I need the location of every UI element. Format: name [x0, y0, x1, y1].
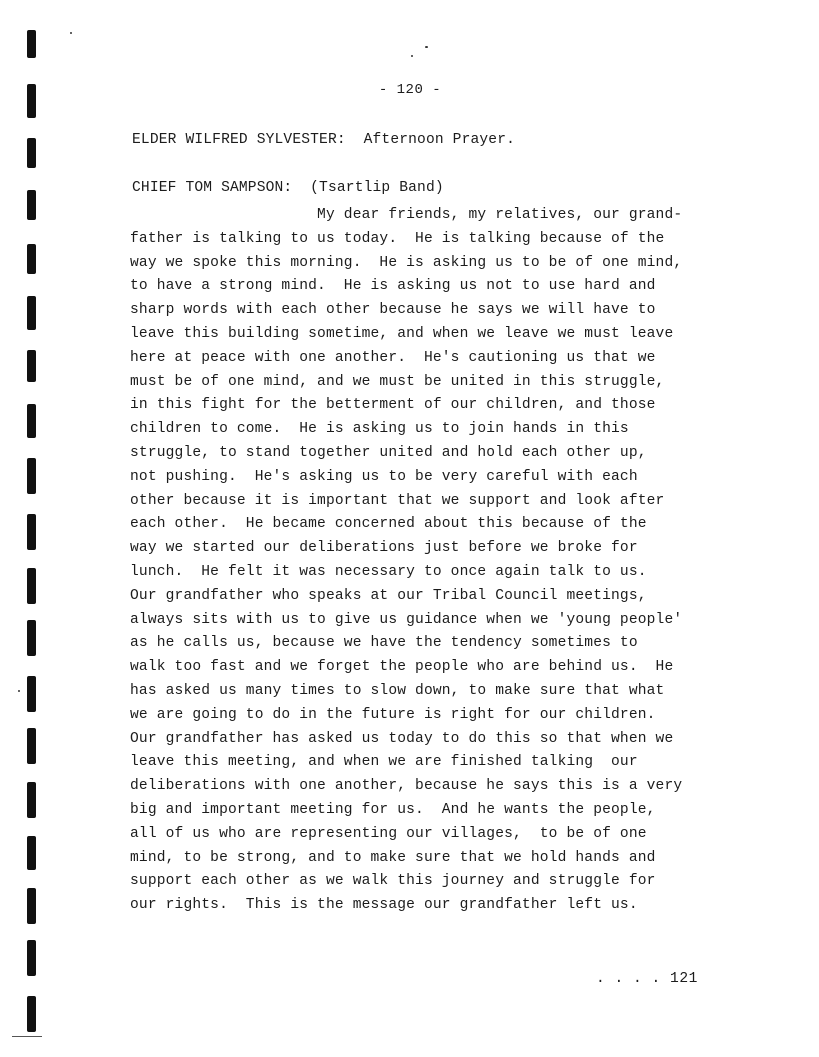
- punch-mark: [27, 940, 36, 976]
- scan-speck: [411, 55, 413, 57]
- punch-mark: [27, 138, 36, 168]
- punch-mark: [27, 888, 36, 924]
- margin-line: [12, 1036, 42, 1037]
- punch-mark: [27, 190, 36, 220]
- punch-mark: [27, 30, 36, 58]
- body-line: not pushing. He's asking us to be very careful with each: [130, 468, 638, 485]
- body-line: deliberations with one another, because he says this is a very: [130, 778, 683, 795]
- scan-speck: [425, 46, 428, 48]
- body-line: My dear friends, my relatives, our grand-: [130, 207, 683, 223]
- punch-mark: [27, 514, 36, 550]
- punch-mark: [27, 350, 36, 382]
- body-line: mind, to be strong, and to make sure that we hold hands and: [130, 849, 656, 866]
- continuation-page-reference: . . . . 121: [596, 971, 698, 987]
- body-line: lunch. He felt it was necessary to once again talk to us.: [130, 563, 647, 580]
- body-line: each other. He became concerned about this because of the: [130, 516, 647, 533]
- body-line: big and important meeting for us. And he wants the people,: [130, 801, 656, 818]
- punch-mark: [27, 568, 36, 604]
- body-line: support each other as we walk this journey and struggle for: [130, 873, 656, 890]
- body-line: father is talking to us today. He is talking because of the: [130, 230, 665, 247]
- punch-mark: [27, 296, 36, 330]
- scan-speck: [18, 690, 20, 692]
- body-line: sharp words with each other because he says we will have to: [130, 302, 656, 319]
- body-line: must be of one mind, and we must be united in this struggle,: [130, 373, 665, 390]
- punch-mark: [27, 458, 36, 494]
- punch-mark: [27, 996, 36, 1032]
- body-line: here at peace with one another. He's cautioning us that we: [130, 349, 656, 366]
- scan-speck: [70, 32, 72, 34]
- body-line: as he calls us, because we have the tendency sometimes to: [130, 635, 638, 652]
- page-number: - 120 -: [378, 82, 442, 98]
- speech-body: [130, 204, 750, 918]
- body-line: way we started our deliberations just before we broke for: [130, 540, 638, 557]
- body-line: we are going to do in the future is right for our children.: [130, 706, 656, 723]
- body-line: all of us who are representing our villages, to be of one: [130, 825, 647, 842]
- body-line: way we spoke this morning. He is asking us to be of one mind,: [130, 254, 683, 271]
- punch-mark: [27, 676, 36, 712]
- punch-mark: [27, 244, 36, 274]
- body-line: our rights. This is the message our grandfather left us.: [130, 897, 638, 914]
- body-line: other because it is important that we support and look after: [130, 492, 665, 509]
- body-line: to have a strong mind. He is asking us not to use hard and: [130, 278, 656, 295]
- body-line: leave this building sometime, and when we leave we must leave: [130, 325, 674, 342]
- speaker-heading-prayer: ELDER WILFRED SYLVESTER: Afternoon Prayer.: [132, 132, 516, 148]
- binding-edge: [0, 0, 50, 1057]
- body-line: children to come. He is asking us to join hands in this: [130, 421, 629, 438]
- speaker-heading-chief: CHIEF TOM SAMPSON: (Tsartlip Band): [132, 180, 444, 196]
- body-line: leave this meeting, and when we are finished talking our: [130, 754, 638, 771]
- punch-mark: [27, 404, 36, 438]
- body-line: has asked us many times to slow down, to make sure that what: [130, 682, 665, 699]
- body-line: always sits with us to give us guidance when we 'young people': [130, 611, 683, 628]
- body-line: walk too fast and we forget the people who are behind us. He: [130, 659, 674, 676]
- punch-mark: [27, 620, 36, 656]
- punch-mark: [27, 84, 36, 118]
- punch-mark: [27, 782, 36, 818]
- body-line: Our grandfather who speaks at our Tribal Council meetings,: [130, 587, 647, 604]
- body-line: Our grandfather has asked us today to do this so that when we: [130, 730, 674, 747]
- punch-mark: [27, 728, 36, 764]
- body-line: in this fight for the betterment of our children, and those: [130, 397, 656, 414]
- punch-mark: [27, 836, 36, 870]
- body-line: struggle, to stand together united and hold each other up,: [130, 444, 647, 461]
